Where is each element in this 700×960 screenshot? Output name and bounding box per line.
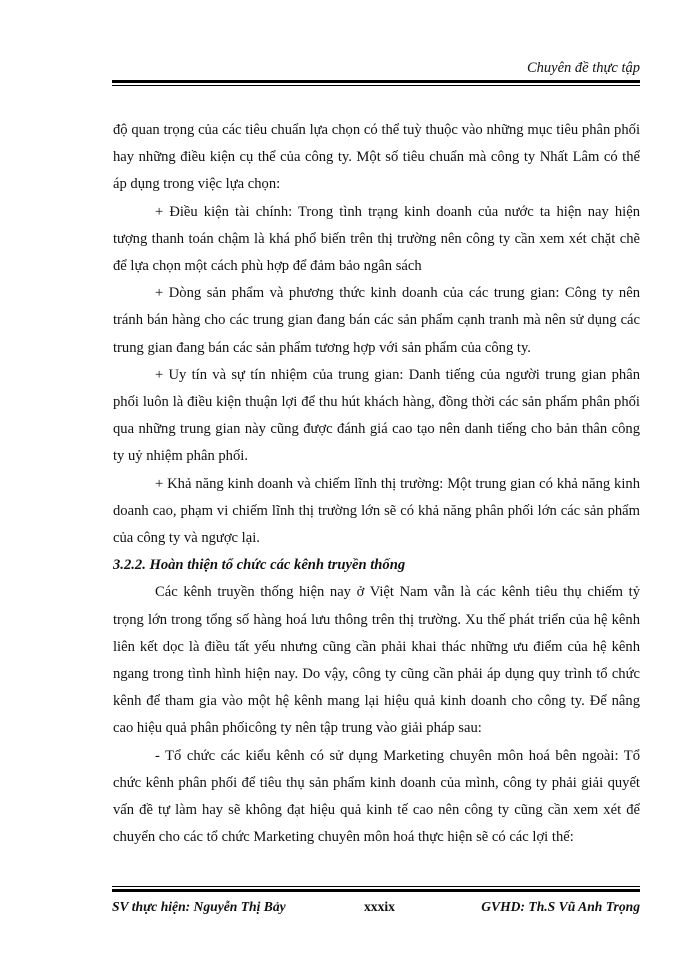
- paragraph: độ quan trọng của các tiêu chuẩn lựa chọn có thể tuỳ thuộc vào những mục tiêu phân phối hay những điều kiện cụ thể của công ty. Một số tiêu chuẩn mà công ty Nhất Lâm có thể áp dụng trong việc lựa chọn:: [113, 122, 640, 193]
- paragraph: + Uy tín và sự tín nhiệm của trung gian: Danh tiếng của người trung gian phân phối luôn là điều kiện thuận lợi để thu hút khách hàng, đồng thời các sản phẩm phân phối qua những trung gian này cũng được đánh giá cao tạo nên danh tiếng cho bản thân công ty uỷ nhiệm phân phối.: [113, 366, 640, 465]
- section-heading: 3.2.2. Hoàn thiện tổ chức các kênh truyền thống: [113, 557, 406, 574]
- footer-rule-thick: [112, 889, 640, 892]
- document-body: [113, 117, 640, 851]
- header-title: Chuyên đề thực tập: [526, 60, 640, 76]
- header-rule-thin: [112, 85, 640, 86]
- footer-advisor: GVHD: Th.S Vũ Anh Trọng: [481, 899, 640, 914]
- footer-student: SV thực hiện: Nguyễn Thị Bảy: [112, 899, 286, 914]
- paragraph: Các kênh truyền thống hiện nay ở Việt Nam vẫn là các kênh tiêu thụ chiếm tỷ trọng lớn trong tổng số hàng hoá lưu thông trên thị trường. Xu thế phát triển của hệ kênh liên kết dọc là điều tất yếu nhưng cũng cần phải khai thác những ưu điểm của hệ kênh ngang trong tình hình hiện nay. Do vậy, công ty cũng cần phải áp dụng quy trình tổ chức kênh để tham gia vào một hệ kênh mang lại hiệu quả kinh doanh cho công ty. Để nâng cao hiệu quả phân phốicông ty nên tập trung vào giải pháp sau:: [113, 584, 640, 737]
- paragraph: - Tổ chức các kiểu kênh có sử dụng Marketing chuyên môn hoá bên ngoài: Tổ chức kênh phân phối để tiêu thụ sản phẩm kinh doanh của mình, công ty phải giải quyết vấn đề tự làm hay sẽ không đạt hiệu quả kinh tế cao nên công ty cũng cần xem xét để chuyển cho các tổ chức Marketing chuyên môn hoá thực hiện sẽ có các lợi thế:: [113, 747, 640, 846]
- footer-rule-thin: [112, 886, 640, 887]
- footer-page-number: xxxix: [364, 899, 395, 914]
- paragraph: + Dòng sản phẩm và phương thức kinh doanh của các trung gian: Công ty nên tránh bán hàng cho các trung gian đang bán các sản phẩm cạnh tranh mà nên sử dụng các trung gian đang bán các sản phẩm tương hợp với sản phẩm của công ty.: [113, 285, 640, 356]
- paragraph: + Khả năng kinh doanh và chiếm lĩnh thị trường: Một trung gian có khả năng kinh doanh cao, phạm vi chiếm lĩnh thị trường lớn sẽ có khả năng phân phối lớn các sản phẩm của công ty và ngược lại.: [113, 475, 640, 547]
- paragraph: + Điều kiện tài chính: Trong tình trạng kinh doanh của nước ta hiện nay hiện tượng thanh toán chậm là khá phổ biến trên thị trường nên công ty cần xem xét chặt chẽ để lựa chọn một cách phù hợp để đảm bảo ngân sách: [113, 203, 640, 275]
- header-rule-thick: [112, 80, 640, 83]
